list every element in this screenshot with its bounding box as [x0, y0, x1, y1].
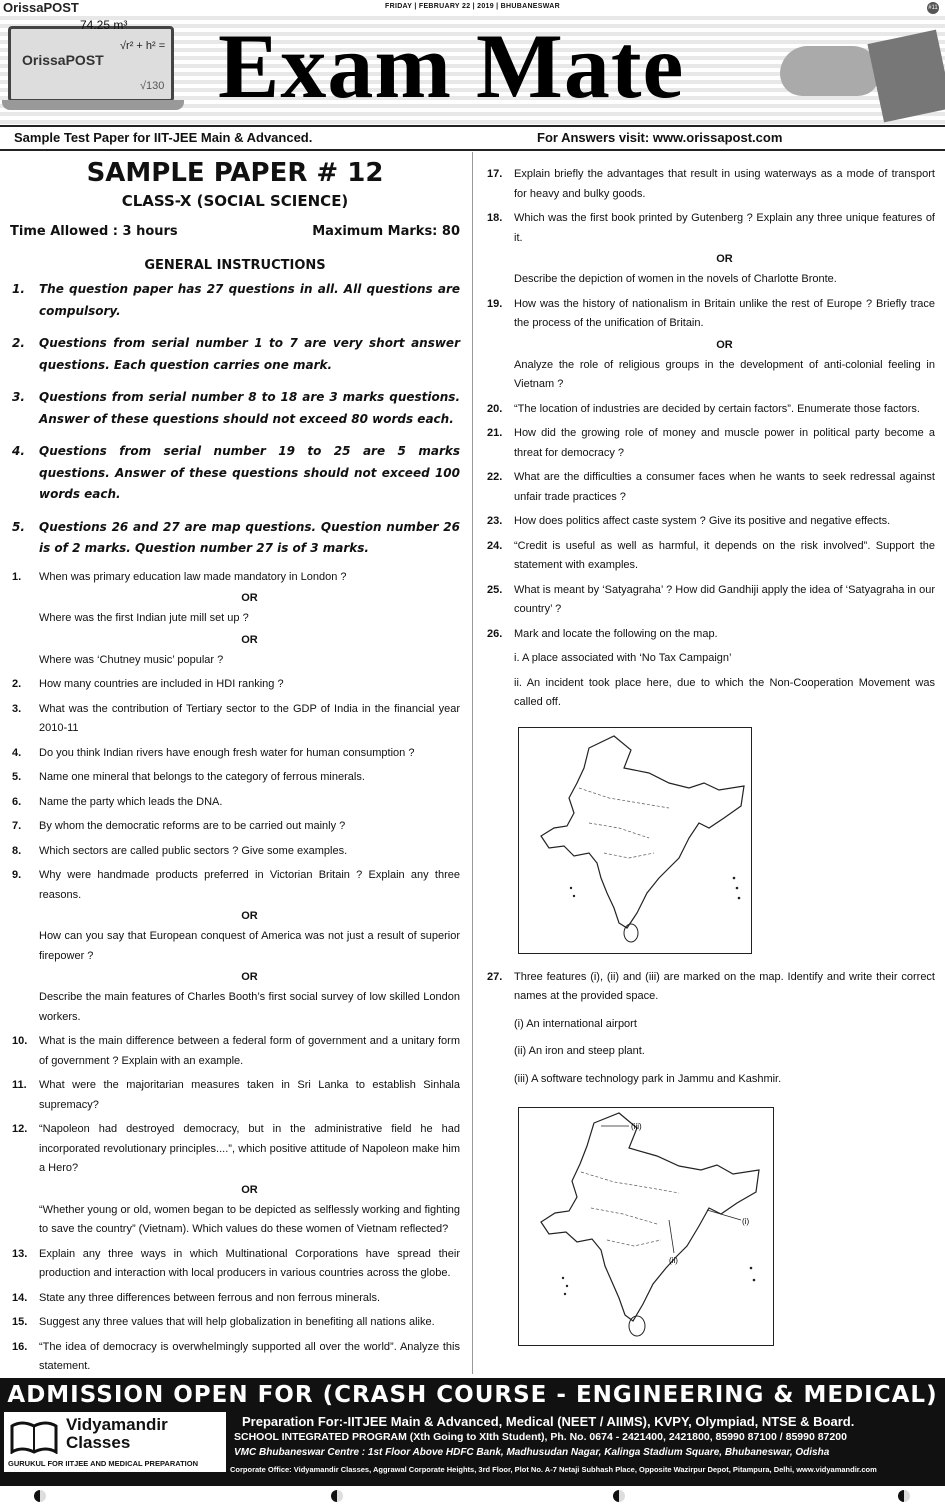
left-column	[10, 158, 460, 1377]
question-12: 12. “Napoleon had destroyed democracy, but in the administrative field he had incorporated revolutionary principles....”, which positive attitude of Napoleon make him a Hero?	[12, 1123, 460, 1174]
question-23: 23. How does politics affect caste system ? Give its positive and negative effects.	[487, 515, 891, 527]
question-6: 6. Name the party which leads the DNA.	[12, 795, 223, 808]
question-18-alt-1: Describe the depiction of women in the novels of Charlotte Bronte.	[514, 273, 837, 285]
tagline-left: Sample Test Paper for IIT-JEE Main & Advanced.	[14, 130, 313, 145]
or-separator: OR	[716, 338, 733, 351]
mouse-icon	[780, 46, 880, 96]
question-9: 9. Why were handmade products preferred in Victorian Britain ? Explain any three reasons.	[12, 869, 460, 901]
india-feature-map	[518, 1107, 774, 1346]
instructions-heading: GENERAL INSTRUCTIONS	[144, 258, 326, 273]
top-bar	[0, 0, 945, 16]
question-12-alt-1: “Whether young or old, women began to be depicted as selflessly working and fighting to save the country” (Vietnam). Which values do these women of Vietnam reflected?	[39, 1203, 460, 1235]
question-22: 22. What are the difficulties a consumer faces when he wants to seek redressal against unfair trade practices ?	[487, 471, 935, 503]
calculator-illustration	[740, 16, 945, 124]
school-program-line: SCHOOL INTEGRATED PROGRAM (Xth Going to XIth Student), Ph. No. 0674 - 2421400, 2421800, 85990 87100 / 85990 87200	[234, 1431, 847, 1443]
laptop-logo: OrissaPOST	[22, 52, 104, 68]
tagline-bar	[0, 125, 945, 151]
or-separator: OR	[241, 1183, 258, 1196]
question-26-part-i: i. A place associated with ‘No Tax Campaign’	[514, 652, 732, 664]
footer-advertisement	[0, 1378, 945, 1486]
time-allowed: Time Allowed : 3 hours	[10, 224, 178, 239]
question-1-alt-1: Where was the first Indian jute mill set up ?	[39, 612, 249, 624]
or-separator: OR	[241, 633, 258, 646]
question-5: 5. Name one mineral that belongs to the category of ferrous minerals.	[12, 771, 365, 783]
instruction-item: 5. Questions 26 and 27 are map questions. Question number 26 is of 2 marks. Question number 27 is of 3 marks.	[12, 519, 460, 555]
question-17: 17. Explain briefly the advantages that result in using waterways as a mode of transport for heavy and bulky goods.	[487, 168, 935, 200]
question-24: 24. “Credit is useful as well as harmful, it depends on the risk involved”. Support the statement with examples.	[487, 539, 935, 571]
registration-mark-icon	[34, 1490, 46, 1502]
map-label-iii: (iii)	[631, 1122, 642, 1131]
math-decoration-low: √130	[140, 80, 165, 92]
map-label-ii: (ii)	[669, 1256, 678, 1265]
question-19: 19. How was the history of nationalism in Britain unlike the rest of Europe ? Briefly trace the process of the unification of Britain.	[487, 297, 935, 329]
question-27: 27. Three features (i), (ii) and (iii) are marked on the map. Identify and write their correct names at the provided space.	[487, 970, 935, 1002]
logo-tagline: GURUKUL FOR IITJEE AND MEDICAL PREPARATION	[8, 1459, 199, 1468]
math-decoration-top: 74.25 m³	[80, 18, 128, 32]
centre-address-line: VMC Bhubaneswar Centre : 1st Floor Above HDFC Bank, Madhusudan Nagar, Kalinga Stadium Square, Bhubaneswar, Odisha	[234, 1447, 830, 1458]
or-separator: OR	[716, 253, 733, 265]
question-10: 10. What is the main difference between a federal form of government and a unitary form of government ? Explain with an example.	[12, 1035, 460, 1067]
calculator-icon	[867, 30, 945, 123]
question-20: 20. “The location of industries are decided by certain factors”. Enumerate those factors.	[487, 402, 920, 415]
masthead-title: Exam Mate	[218, 16, 685, 117]
question-1-alt-2: Where was ‘Chutney music’ popular ?	[39, 653, 224, 666]
question-27-part-ii: (ii) An iron and steep plant.	[514, 1045, 645, 1057]
india-outline-map	[518, 727, 752, 954]
preparation-line: Preparation For:-IITJEE Main & Advanced, Medical (NEET / AIIMS), KVPY, Olympiad, NTSE & Board.	[242, 1414, 855, 1429]
question-11: 11. What were the majoritarian measures taken in Sri Lanka to establish Sinhala supremacy?	[12, 1079, 460, 1111]
question-8: 8. Which sectors are called public sectors ? Give some examples.	[12, 844, 348, 857]
question-27-part-i: (i) An international airport	[514, 1017, 637, 1030]
question-4: 4. Do you think Indian rivers have enough fresh water for human consumption ?	[12, 746, 415, 759]
question-3: 3. What was the contribution of Tertiary sector to the GDP of India in the financial year 2010-11	[12, 702, 460, 734]
time-marks-row	[10, 224, 460, 246]
maximum-marks: Maximum Marks: 80	[312, 224, 460, 239]
registration-mark-icon	[613, 1490, 625, 1502]
paper-title: SAMPLE PAPER # 12	[86, 158, 384, 188]
question-26: 26. Mark and locate the following on the map.	[487, 627, 718, 640]
paper-class: CLASS-X (SOCIAL SCIENCE)	[121, 192, 349, 210]
open-book-icon	[10, 1420, 58, 1454]
logo-name: Vidyamandir Classes	[66, 1415, 168, 1452]
registration-mark-icon	[331, 1490, 343, 1502]
or-separator: OR	[241, 592, 258, 604]
question-19-alt-1: Analyze the role of religious groups in the development of anti-colonial feeling in Vietnam ?	[514, 358, 935, 390]
tagline-right: For Answers visit: www.orissapost.com	[537, 130, 783, 145]
question-9-alt-1: How can you say that European conquest of America was not just a result of superior firepower ?	[39, 930, 460, 962]
question-1: 1. When was primary education law made mandatory in London ?	[12, 570, 347, 583]
masthead	[0, 16, 945, 124]
question-7: 7. By whom the democratic reforms are to be carried out mainly ?	[12, 820, 346, 832]
instruction-item: 4. Questions from serial number 19 to 25 are 5 marks questions. Answer of these questions should not exceed 100 words each.	[12, 444, 460, 501]
or-separator: OR	[241, 910, 258, 922]
map-label-i: (i)	[742, 1217, 750, 1226]
question-13: 13. Explain any three ways in which Multinational Corporations have spread their production and interaction with local producers in various countries across the globe.	[12, 1247, 460, 1279]
question-14: 14. State any three differences between ferrous and non ferrous minerals.	[12, 1291, 380, 1304]
question-9-alt-2: Describe the main features of Charles Booth’s first social survey of low skilled London workers.	[39, 991, 460, 1023]
question-16: 16. “The idea of democracy is overwhelmingly supported all over the world”. Analyze this statement.	[12, 1340, 460, 1372]
or-separator: OR	[241, 971, 258, 983]
question-2: 2. How many countries are included in HDI ranking ?	[12, 678, 284, 690]
instruction-item: 1. The question paper has 27 questions in all. All questions are compulsory.	[12, 282, 460, 318]
question-21: 21. How did the growing role of money and muscle power in political party become a threat for democracy ?	[487, 427, 935, 459]
question-25: 25. What is meant by ‘Satyagraha’ ? How did Gandhiji apply the idea of ‘Satyagraha in our country’ ?	[487, 583, 935, 615]
vidyamandir-logo	[4, 1412, 226, 1472]
brand-logo: OrissaPOST	[3, 0, 79, 15]
question-27-part-iii: (iii) A software technology park in Jammu and Kashmir.	[514, 1072, 782, 1085]
column-divider	[472, 152, 473, 1374]
registration-mark-icon	[898, 1490, 910, 1502]
right-column	[485, 165, 935, 1346]
math-decoration-mid: √r² + h² =	[120, 40, 166, 52]
question-26-part-ii: ii. An incident took place here, due to which the Non-Cooperation Movement was called off.	[514, 676, 935, 708]
instruction-item: 3. Questions from serial number 8 to 18 are 3 marks questions. Answer of these questions should not exceed 80 words each.	[12, 390, 460, 426]
print-registration-marks	[0, 1486, 945, 1505]
corporate-office-line: Corporate Office: Vidyamandir Classes, Aggrawal Corporate Heights, 3rd Floor, Plot No. A-7 Netaji Subhash Place, Opposite Wazirpur Depot, Pitampura, Delhi, www.vidyamandir.com	[230, 1465, 877, 1474]
dateline: FRIDAY | FEBRUARY 22 | 2019 | BHUBANESWAR	[385, 3, 560, 10]
instruction-item: 2. Questions from serial number 1 to 7 are very short answer questions. Each question carries one mark.	[12, 336, 460, 372]
admission-headline: ADMISSION OPEN FOR (CRASH COURSE - ENGINEERING & MEDICAL)	[7, 1382, 938, 1408]
question-15: 15. Suggest any three values that will help globalization in benefiting all nations alike.	[12, 1316, 435, 1328]
page-number: #11	[927, 2, 939, 14]
question-18: 18. Which was the first book printed by Gutenberg ? Explain any three unique features of it.	[487, 212, 935, 244]
